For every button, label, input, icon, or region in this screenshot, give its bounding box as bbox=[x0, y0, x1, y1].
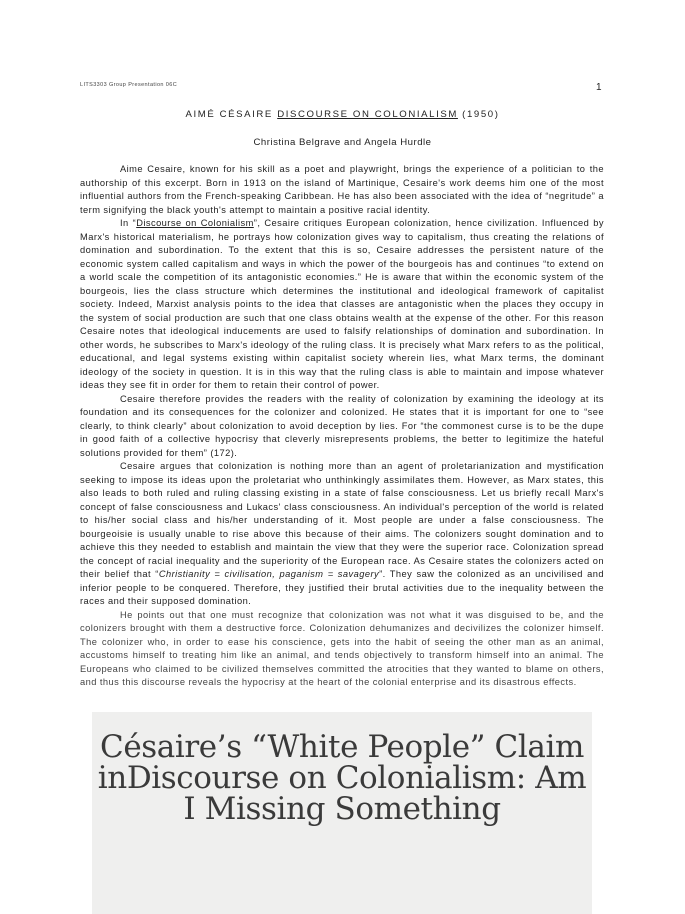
p4-start: Cesaire argues that colonization is nothing more than an agent of proletarianization and mystification seeking to impose its ideas upon the proletariat who unthinkingly assimilates them. However, as Marx states, this also leads to both ruled and ruling classing existing in a state of false consciousness. Let us briefly recall Marx's concept of false consciousness and Lukacs' class consciousness. An individual's perception of the world is related to his/her social class and his/her understanding of it. Most people are under a false consciousness. The bourgeoisie is usually unable to rise above this because of their aims. The colonizers sought domination and to achieve this they needed to establish and maintain the view that they were the superior race. Colonization spread the concept of racial inequality and the superiority of the European race. As Cesaire states the colonizers acted on their belief that “ bbox=[80, 461, 604, 579]
paragraph-2 bbox=[80, 217, 604, 393]
article-title-overlay[interactable] bbox=[92, 712, 592, 914]
overlay-title[interactable]: Césaire’s “White People” Claim inDiscourse on Colonialism: Am I Missing Something bbox=[97, 729, 587, 827]
p2-work-title: Discourse on Colonialism bbox=[136, 218, 254, 228]
title-prefix: AIMÉ CÉSAIRE bbox=[185, 109, 278, 120]
p2-rest: ”, Cesaire critiques European colonization, hence civilization. Influenced by Marx's historical materialism, he portrays how colonization gives way to capitalism, thus creating the relations of domination and subordination. To the extent that this is so, Cesaire addresses the persistent nature of the economic system called capitalism and ways in which the power of the bourgeois has and continues “to extend on a world scale the competition of its antagonistic economies.” He is aware that within the economic system of the bourgeois, lies the class structure which determines the institutional and ideological framework of capitalist society. Indeed, Marxist analysis points to the idea that classes are antagonistic when the places they occupy in the system of social production are such that one class obtains wealth at the expense of the other. For this reason Cesaire notes that ideological inducements are used to falsify relationships of domination and subordination. In other words, he subscribes to Marx's ideology of the ruling class. It is precisely what Marx refers to as the political, educational, and legal systems existing within capitalist society wherein lies, what Marx terms, the dominant ideology of the society in question. It is in this way that the ruling class is able to maintain and impose whatever ideas they see fit in order for them to retain their control of power. bbox=[80, 218, 604, 390]
paragraph-4 bbox=[80, 460, 604, 609]
paragraph-3: Cesaire therefore provides the readers with the reality of colonization by examining the ideology at its foundation and its consequences for the colonizer and colonized. He states that it is important for one to “see clearly, to think clearly” about colonization to avoid deception by lies. For “the commonest curse is to be the dupe in good faith of a collective hypocrisy that cleverly misrepresents problems, the better to legitimize the hateful solutions provided for them” (172). bbox=[80, 393, 604, 458]
title-year: (1950) bbox=[457, 109, 500, 120]
p4-quote: Christianity = civilisation, paganism = savagery bbox=[158, 569, 380, 579]
page-number: 1 bbox=[596, 82, 602, 93]
course-header: LITS3303 Group Presentation 06C bbox=[80, 82, 178, 88]
document-title bbox=[0, 109, 685, 120]
document-body bbox=[80, 163, 605, 687]
p2-start: In “ bbox=[120, 218, 137, 228]
paragraph-5: He points out that one must recognize that colonization was not what it was disguised to be, and the colonizers brought with them a destructive force. Colonization dehumanizes and decivilizes the colonizer himself. The colonizer who, in order to ease his conscience, gets into the habit of seeing the other man as an animal, accustoms himself to treating him like an animal, and tends objectively to transform himself into an animal. The Europeans who claimed to be civilized themselves committed the atrocities that they wanted to blame on others, and thus this discourse reveals the hypocrisy at the heart of the colonial enterprise and its disastrous effects. bbox=[80, 609, 604, 687]
authors-line: Christina Belgrave and Angela Hurdle bbox=[253, 137, 432, 148]
p4-rest: ”. They saw the colonized as an uncivilised and inferior people to be conquered. Therefore, they justified their brutal activities due to the inequality between the races and their supposed domination. bbox=[80, 569, 605, 606]
title-work: DISCOURSE ON COLONIALISM bbox=[277, 109, 458, 120]
paragraph-1: Aime Cesaire, known for his skill as a poet and playwright, brings the experience of a politician to the authorship of this excerpt. Born in 1913 on the island of Martinique, Cesaire's work deems him one of the most influential authors from the French-speaking Caribbean. He has also been associated with the idea of “negritude” a term signifying the black youth's attempt to maintain a positive racial identity. bbox=[80, 164, 604, 215]
